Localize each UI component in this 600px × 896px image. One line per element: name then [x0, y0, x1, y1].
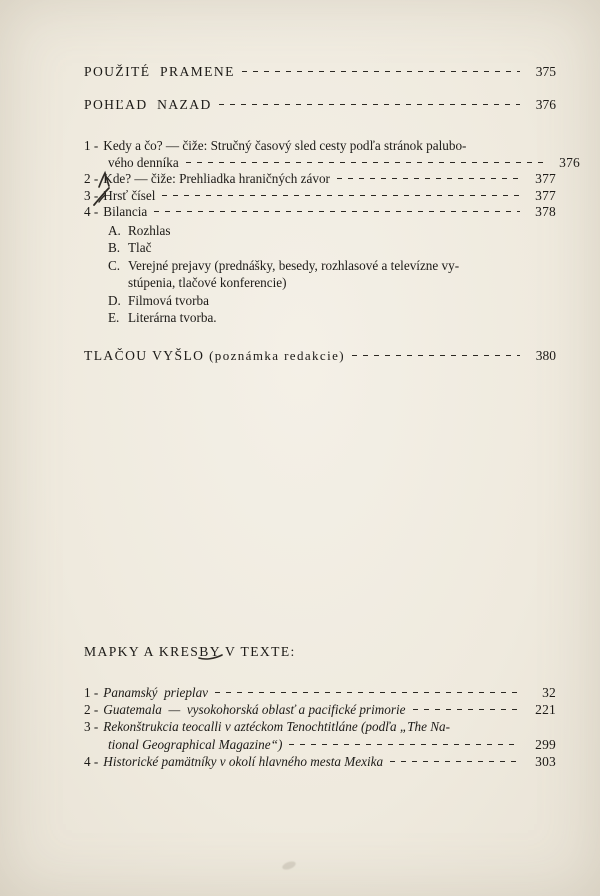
list-item	[84, 138, 580, 171]
entry-text: Hrsť čísel	[103, 187, 156, 203]
subitem-text: Verejné prejavy (prednášky, besedy, rozhlasové a televízne vy-	[128, 257, 460, 273]
page-number: 378	[535, 204, 556, 220]
subitem-list	[0, 222, 600, 326]
page-number: 299	[535, 736, 556, 752]
dot-leader	[219, 104, 520, 105]
maps-list	[0, 684, 600, 770]
subitem-text: Literárna tvorba.	[128, 310, 217, 326]
paper-smudge	[281, 860, 297, 871]
page-number: 377	[535, 171, 556, 187]
map-number: 4 -	[84, 753, 99, 769]
section-note: (poznámka redakcie)	[204, 348, 346, 363]
entry-text-cont: vého denníka	[108, 154, 179, 170]
entry-text: Kde? — čiže: Prehliadka hraničných závor	[103, 171, 330, 187]
dot-leader	[186, 162, 544, 163]
list-item	[108, 257, 556, 274]
subitem-letter: A.	[108, 223, 121, 238]
entry-number: 2 -	[84, 171, 99, 187]
page-number: 303	[535, 753, 556, 769]
entry-number: 4 -	[84, 204, 99, 220]
dot-leader	[390, 761, 520, 762]
section-title: TLAČOU VYŠLO	[84, 348, 205, 363]
subitem-letter: E.	[108, 310, 120, 326]
list-item	[84, 753, 556, 770]
page-number: 221	[535, 702, 556, 718]
subitem-letter: B.	[108, 240, 121, 256]
dot-leader	[154, 211, 520, 212]
map-text: Guatemala — vysokohorská oblasť a pacifické primorie	[103, 702, 406, 718]
entry-number: 1 -	[84, 138, 99, 153]
map-text: Panamský prieplav	[103, 685, 209, 700]
subitem-letter: C.	[108, 257, 121, 273]
entry-text: Bilancia	[103, 204, 148, 220]
list-item	[108, 239, 556, 256]
map-text: Historické pamätníky v okolí hlavného mesta Mexika	[103, 753, 384, 769]
section-pohlad-nazad	[84, 97, 556, 113]
dot-leader	[162, 195, 520, 196]
map-number: 3 -	[84, 719, 99, 735]
section-pouzite-pramene	[84, 64, 556, 80]
list-item	[84, 718, 556, 752]
subitem-letter: D.	[108, 292, 121, 308]
list-item	[108, 222, 556, 239]
page-number: 377	[535, 187, 556, 203]
maps-heading: MAPKY A KRESBY V TEXTE:	[84, 644, 296, 659]
list-item	[84, 171, 556, 188]
subitem-text: Filmová tvorba	[128, 292, 209, 308]
section-title: POUŽITÉ PRAMENE	[84, 64, 235, 79]
entry-text: Kedy a čo? — čiže: Stručný časový sled cesty podľa stránok palubo-	[103, 138, 467, 153]
dot-leader	[337, 178, 520, 179]
dot-leader	[413, 709, 521, 710]
list-item	[108, 309, 556, 326]
page-number: 32	[542, 685, 556, 700]
page-number: 376	[559, 154, 580, 170]
map-text: Rekonštrukcia teocalli v aztéckom Tenochtitláne (podľa „The Na-	[103, 719, 451, 735]
subitem-text-cont: stúpenia, tlačové konferencie)	[128, 275, 287, 291]
map-number: 2 -	[84, 702, 99, 718]
dot-leader	[215, 692, 520, 693]
entry-number: 3 -	[84, 187, 99, 203]
page-number: 375	[535, 64, 556, 79]
list-item	[108, 292, 556, 309]
page-number: 376	[535, 97, 556, 112]
subitem-text: Rozhlas	[128, 223, 171, 238]
subitem-text: Tlač	[128, 240, 152, 256]
list-item	[84, 701, 556, 718]
list-item	[84, 684, 556, 701]
list-item	[84, 188, 556, 205]
dot-leader	[352, 355, 520, 356]
entry-list	[0, 138, 600, 221]
page-number: 380	[535, 348, 556, 363]
section-title: POHĽAD NAZAD	[84, 97, 212, 112]
dot-leader	[289, 744, 520, 745]
map-text-cont: tional Geographical Magazine“)	[108, 736, 283, 752]
section-tlacou-vyslo	[84, 348, 556, 364]
dot-leader	[242, 71, 520, 72]
list-item	[84, 204, 556, 221]
map-number: 1 -	[84, 685, 99, 700]
